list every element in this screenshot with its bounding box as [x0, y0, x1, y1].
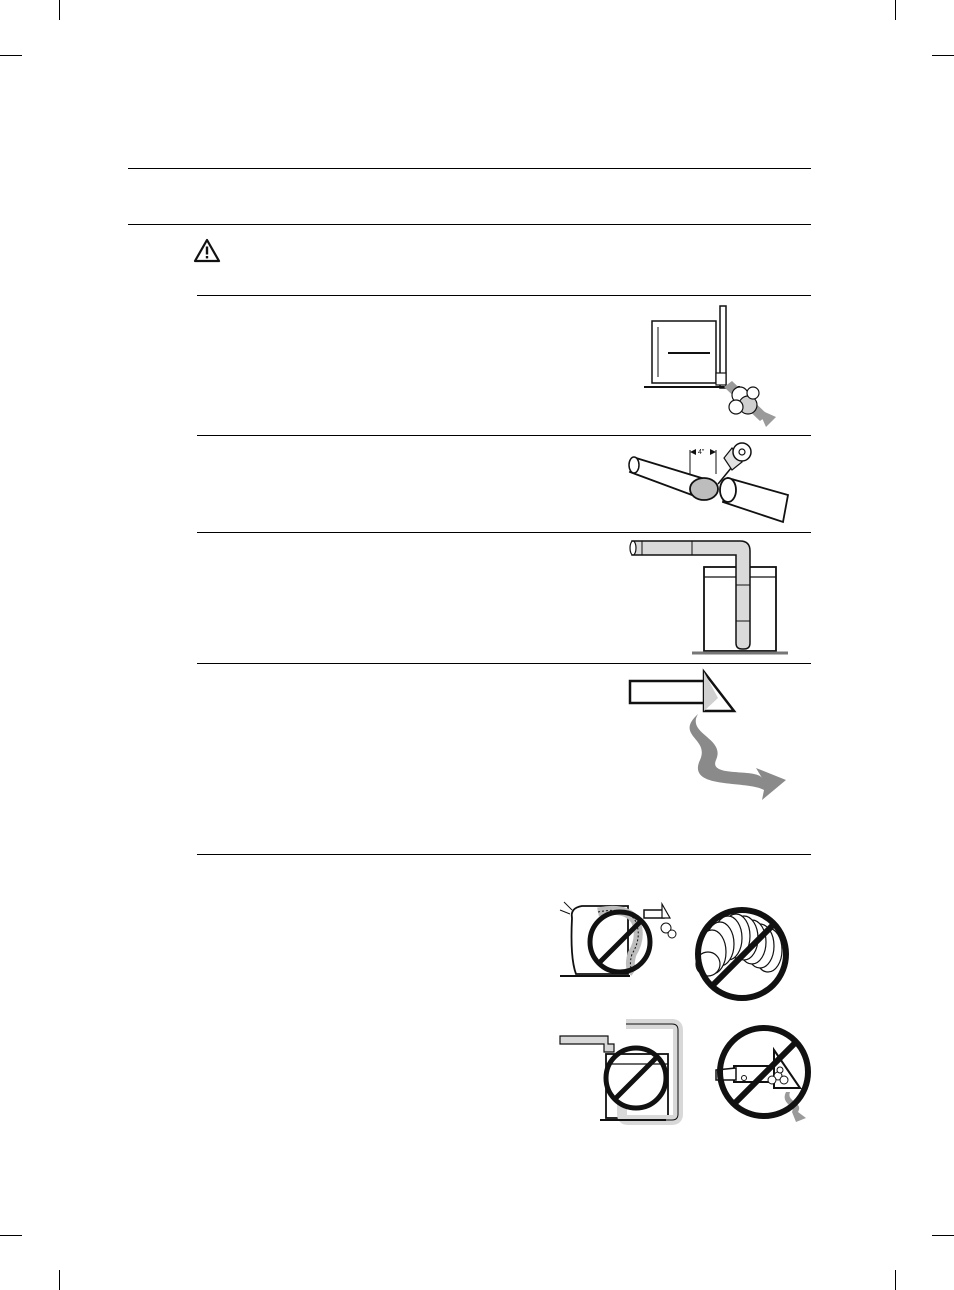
- duct-tape-joint-illustration: [628, 440, 793, 525]
- crop-mark-bottom-right-h: [932, 1235, 954, 1236]
- crop-mark-bottom-left-v: [59, 1270, 60, 1290]
- crop-mark-bottom-left-h: [0, 1235, 22, 1236]
- blocked-hood-prohibited-illustration: [712, 1022, 814, 1124]
- crop-mark-top-left-h: [0, 55, 22, 56]
- section-rule-2: [197, 435, 811, 436]
- crop-mark-top-right-v: [895, 0, 896, 20]
- coiled-flex-duct-prohibited-illustration: [692, 906, 797, 1004]
- crop-mark-top-right-h: [932, 55, 954, 56]
- section-rule-3: [197, 532, 811, 533]
- duct-size-label: 4": [698, 449, 705, 456]
- section-rule-4: [197, 663, 811, 664]
- warning-triangle-icon: [193, 238, 221, 263]
- exhaust-hood-airflow-illustration: [626, 668, 791, 803]
- section-rule-1: [197, 295, 811, 296]
- duct-elbow-enclosure-illustration: [628, 535, 793, 660]
- crop-mark-top-left-v: [59, 0, 60, 20]
- header-rule-top: [128, 168, 811, 169]
- looped-duct-prohibited-illustration: [556, 1020, 681, 1120]
- section-rule-5: [197, 854, 811, 855]
- crushed-duct-prohibited-illustration: [558, 898, 683, 980]
- crop-mark-bottom-right-v: [895, 1270, 896, 1290]
- dryer-wall-exhaust-illustration: [640, 303, 790, 428]
- header-rule-bottom: [128, 224, 811, 225]
